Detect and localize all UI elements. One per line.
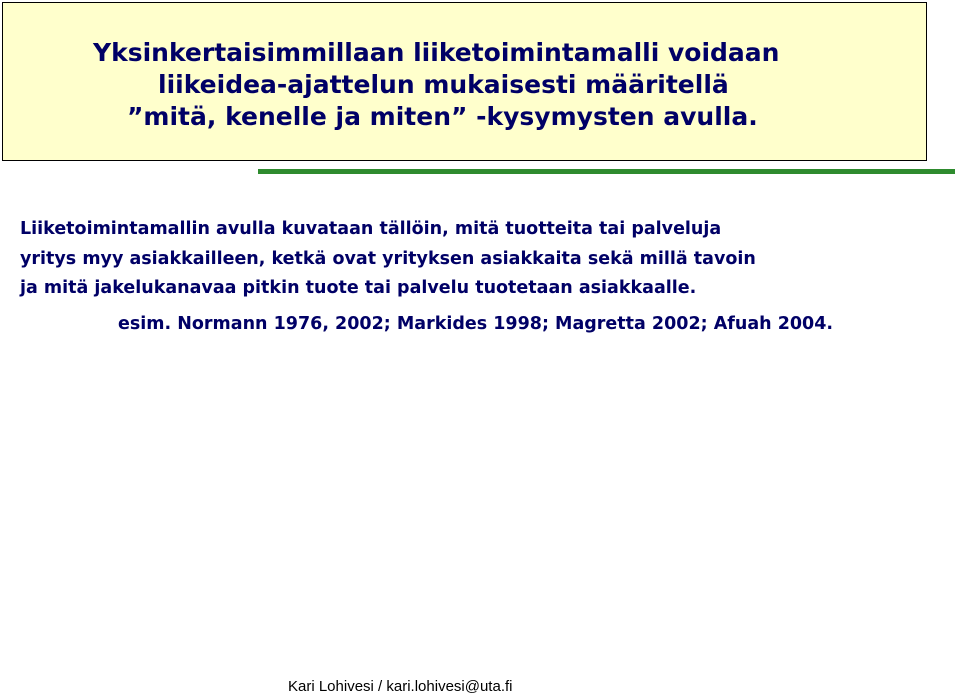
title-line-3: ”mitä, kenelle ja miten” -kysymysten avulla. xyxy=(127,102,758,131)
body-line-1: Liiketoimintamallin avulla kuvataan tällöin, mitä tuotteita tai palveluja xyxy=(20,219,722,239)
title-line-2: liikeidea-ajattelun mukaisesti määritellä xyxy=(158,70,729,99)
body-line-2: yritys myy asiakkailleen, ketkä ovat yrityksen asiakkaita sekä millä tavoin xyxy=(20,248,756,269)
title-line-1: Yksinkertaisimmillaan liiketoimintamalli voidaan xyxy=(93,38,780,67)
green-divider xyxy=(258,169,955,174)
body-paragraph xyxy=(20,215,950,304)
references-line: esim. Normann 1976, 2002; Markides 1998; Magretta 2002; Afuah 2004. xyxy=(118,314,834,334)
footer-author: Kari Lohivesi / kari.lohivesi@uta.fi xyxy=(288,678,513,695)
title-box xyxy=(2,2,927,161)
body-line-3: ja mitä jakelukanavaa pitkin tuote tai palvelu tuotetaan asiakkaalle. xyxy=(20,278,697,298)
